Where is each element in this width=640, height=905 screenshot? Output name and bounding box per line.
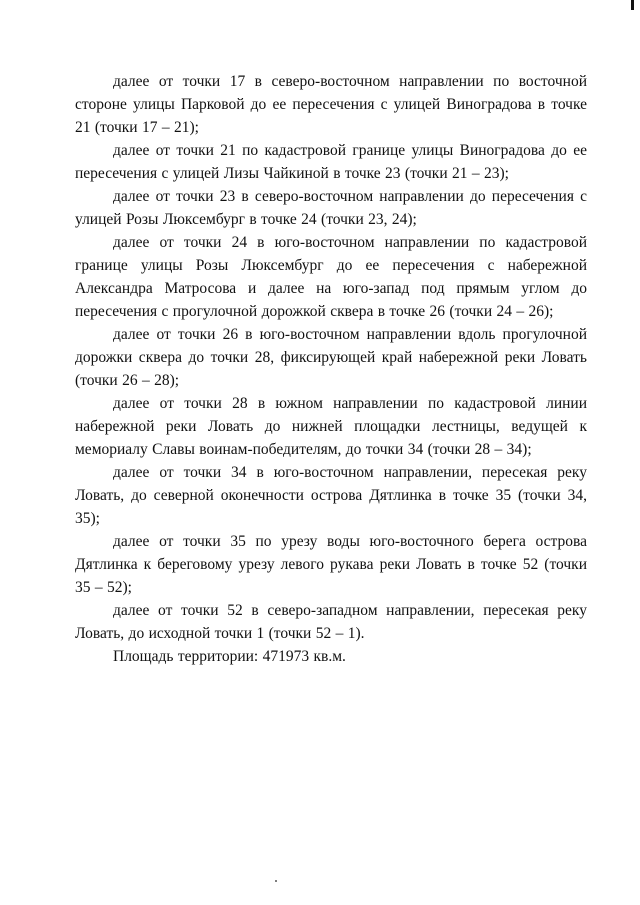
paragraph-3: далее от точки 23 в северо-восточном направлении до пересечения с улицей Розы Люксембург в точке 24 (точки 23, 24); bbox=[75, 188, 587, 228]
paragraph-8: далее от точки 35 по урезу воды юго-восточного берега острова Дятлинка к береговому урезу левого рукава реки Ловать в точке 52 (точки 35 – 52); bbox=[75, 533, 587, 596]
footer-dot bbox=[275, 880, 277, 882]
document-body bbox=[75, 70, 587, 668]
paragraph-7: далее от точки 34 в юго-восточном направлении, пересекая реку Ловать, до северной оконечности острова Дятлинка в точке 35 (точки 34, 35); bbox=[75, 464, 587, 527]
paragraph-5: далее от точки 26 в юго-восточном направлении вдоль прогулочной дорожки сквера до точки 28, фиксирующей край набережной реки Ловать (точки 26 – 28); bbox=[75, 326, 587, 389]
paragraph-1: далее от точки 17 в северо-восточном направлении по восточной стороне улицы Парковой до ее пересечения с улицей Виноградова в точке 21 (точки 17 – 21); bbox=[75, 73, 587, 136]
corner-mark bbox=[631, 0, 634, 10]
paragraph-4: далее от точки 24 в юго-восточном направлении по кадастровой границе улицы Розы Люксембург до ее пересечения с набережной Александра Матросова и далее на юго-запад под прямым углом до пересечения с прогулочной дорожкой сквера в точке 26 (точки 24 – 26); bbox=[75, 234, 587, 320]
area-statement: Площадь территории: 471973 кв.м. bbox=[113, 648, 346, 665]
paragraph-2: далее от точки 21 по кадастровой границе улицы Виноградова до ее пересечения с улицей Лизы Чайкиной в точке 23 (точки 21 – 23); bbox=[75, 142, 587, 182]
paragraph-6: далее от точки 28 в южном направлении по кадастровой линии набережной реки Ловать до нижней площадки лестницы, ведущей к мемориалу Славы воинам-победителям, до точки 34 (точки 28 – 34); bbox=[75, 395, 587, 458]
paragraph-9: далее от точки 52 в северо-западном направлении, пересекая реку Ловать, до исходной точки 1 (точки 52 – 1). bbox=[75, 602, 587, 642]
